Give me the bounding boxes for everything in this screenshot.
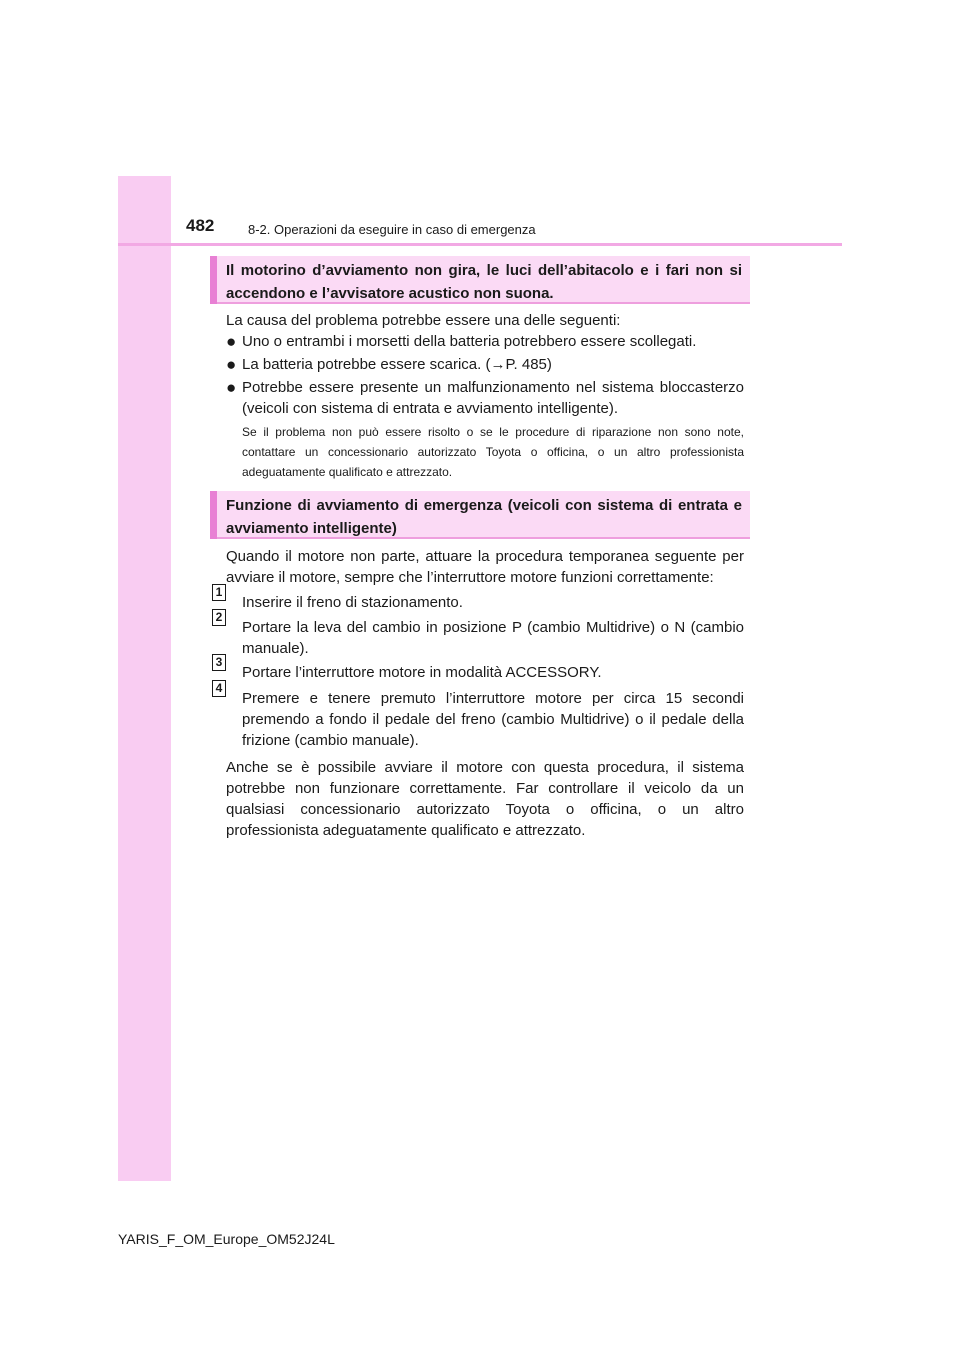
step-item xyxy=(212,681,744,751)
step-item xyxy=(212,610,744,659)
note-text: Se il problema non può essere risolto o se le procedure di riparazione non sono note, contattare un concessionario autorizzato Toyota o officina, o un altro professionista adeguatamente qualificato e attrezzato. xyxy=(242,425,744,479)
bullet-text: La batteria potrebbe essere scarica. (→P. 485) xyxy=(242,356,552,373)
chapter-title: 8-2. Operazioni da eseguire in caso di emergenza xyxy=(248,222,536,237)
section1-intro: La causa del problema potrebbe essere una delle seguenti: xyxy=(226,312,621,329)
bullet-item xyxy=(226,377,744,419)
document-code: YARIS_F_OM_Europe_OM52J24L xyxy=(118,1231,335,1247)
step-text: Portare la leva del cambio in posizione P (cambio Multidrive) o N (cambio manuale). xyxy=(242,619,744,657)
bullet-icon: ● xyxy=(226,355,237,374)
bullet-icon: ● xyxy=(226,378,237,397)
section-heading-text: Funzione di avviamento di emergenza (veicoli con sistema di entrata e avviamento intelligente) xyxy=(226,497,742,537)
heading-accent-bar xyxy=(210,256,217,304)
step-item xyxy=(212,655,744,683)
heading-accent-bar xyxy=(210,491,217,539)
bullet-item xyxy=(226,331,744,352)
section-heading-text: Il motorino d’avviamento non gira, le luci dell’abitacolo e i fari non si accendono e l’avvisatore acustico non suona. xyxy=(226,262,742,302)
section2-intro: Quando il motore non parte, attuare la procedura temporanea seguente per avviare il motore, sempre che l’interruttore motore funzioni correttamente: xyxy=(226,548,744,586)
chapter-sidebar-tab xyxy=(118,176,171,1181)
header-divider xyxy=(118,243,842,246)
bullet-text: Potrebbe essere presente un malfunzionamento nel sistema bloccasterzo (veicoli con sistema di entrata e avviamento intelligente). xyxy=(242,379,744,417)
section-heading-emergency-start xyxy=(210,491,750,539)
closing-paragraph: Anche se è possibile avviare il motore con questa procedura, il sistema potrebbe non funzionare correttamente. Far controllare il veicolo da un qualsiasi concessionario autorizzato Toyota o officina, o un altro professionista adeguatamente qualificato e attrezzato. xyxy=(226,759,744,839)
step-number: 3 xyxy=(212,654,226,671)
page-number: 482 xyxy=(186,216,215,235)
step-number: 4 xyxy=(212,680,226,697)
section-heading-starter xyxy=(210,256,750,304)
bullet-text: Uno o entrambi i morsetti della batteria potrebbero essere scollegati. xyxy=(242,333,697,350)
step-number: 1 xyxy=(212,584,226,601)
bullet-item xyxy=(226,354,744,375)
step-text: Premere e tenere premuto l’interruttore motore per circa 15 secondi premendo a fondo il pedale del freno (cambio Multidrive) o il pedale della frizione (cambio manuale). xyxy=(242,690,744,749)
bullet-icon: ● xyxy=(226,332,237,351)
step-item xyxy=(212,585,744,613)
step-number: 2 xyxy=(212,609,226,626)
step-text: Inserire il freno di stazionamento. xyxy=(242,594,463,611)
step-text: Portare l’interruttore motore in modalità ACCESSORY. xyxy=(242,664,602,681)
